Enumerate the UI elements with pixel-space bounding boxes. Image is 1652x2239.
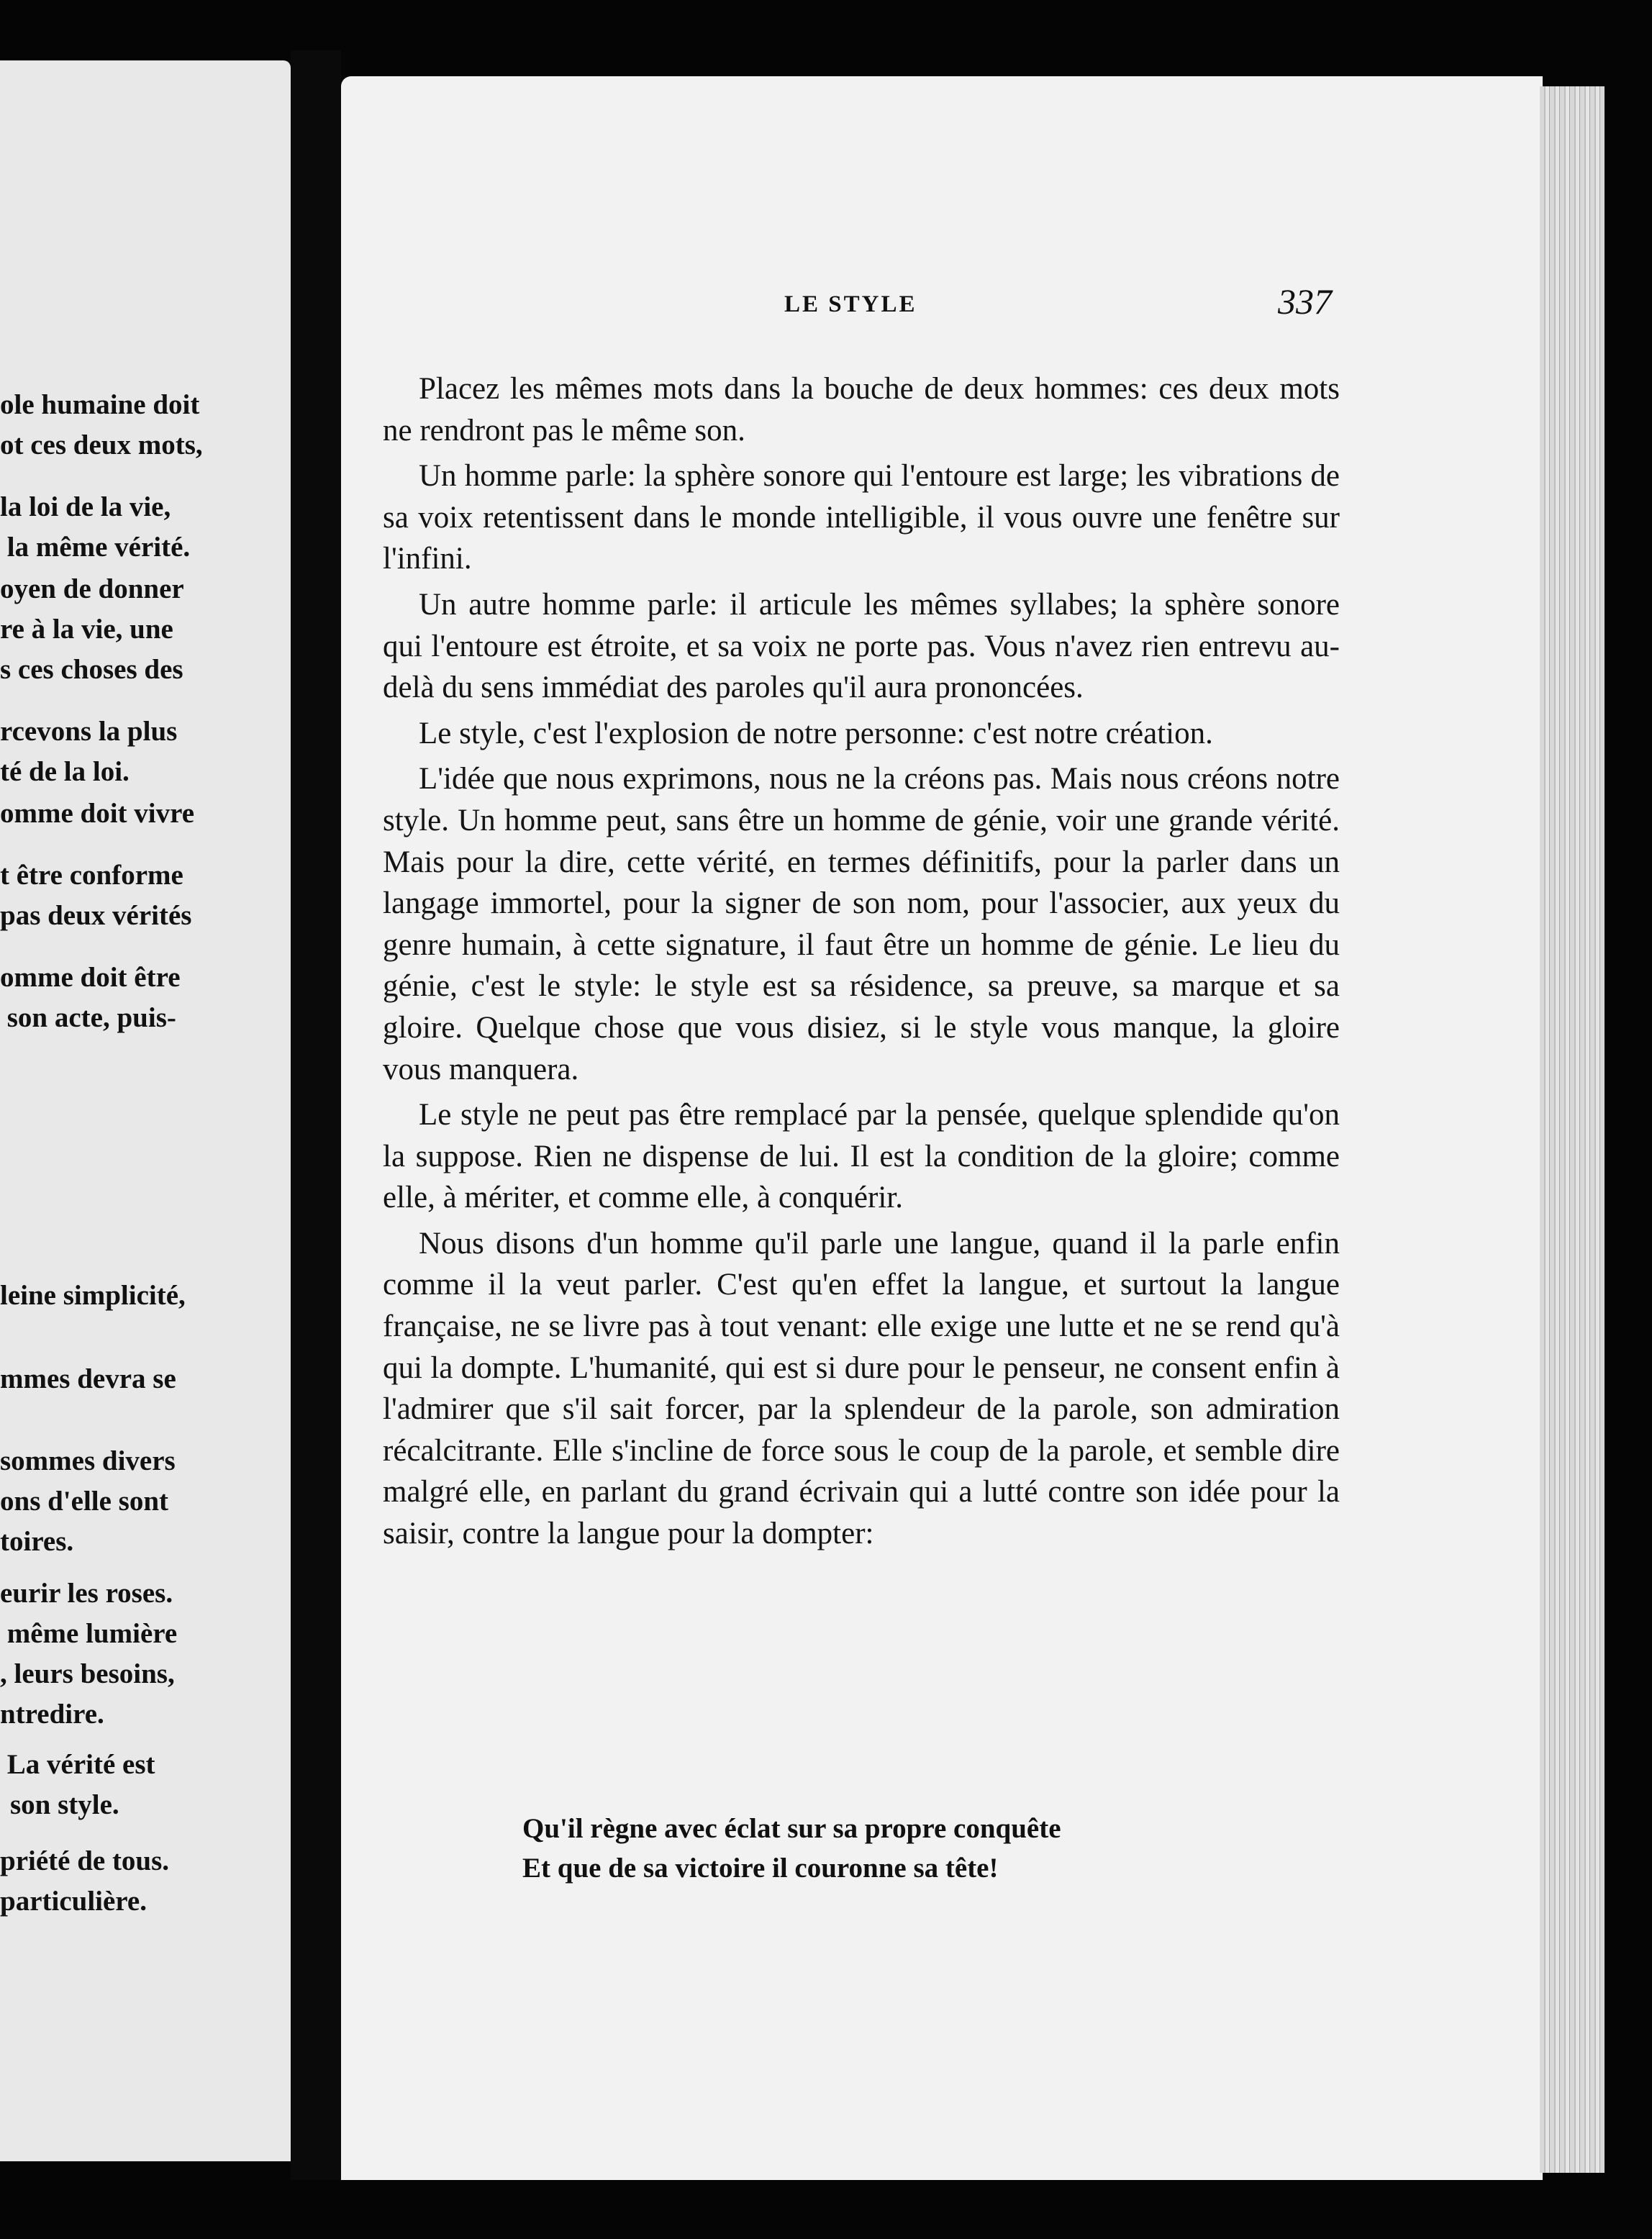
left-line: re à la vie, une	[0, 614, 173, 645]
left-line: priété de tous.	[0, 1845, 170, 1876]
paragraph: L'idée que nous exprimons, nous ne la créons pas. Mais nous créons notre style. Un homme peut, sans être un homme de génie, voir une grande vérité. Mais pour la dire, cette vérité, en termes définitifs, pour la parler dans un langage immortel, pour la signer de son nom, pour l'associer, aux yeux du genre humain, à cette signature, il faut être un homme de génie. Le lieu du génie, c'est le style: le style est sa résidence, sa preuve, sa marque et sa gloire. Quelque chose que vous disiez, si le style vous manque, la gloire vous manquera.	[383, 762, 1340, 1086]
verse-line: Qu'il règne avec éclat sur sa propre conquête	[522, 1813, 1061, 1844]
left-line: particulière.	[0, 1886, 147, 1917]
paragraph: Placez les mêmes mots dans la bouche de deux hommes: ces deux mots ne rendront pas le même son.	[383, 372, 1340, 448]
left-line: , leurs besoins,	[0, 1658, 175, 1689]
left-line: rcevons la plus	[0, 716, 178, 747]
left-line: ntredire.	[0, 1699, 104, 1730]
left-line: t être conforme	[0, 860, 183, 891]
paragraph: Un homme parle: la sphère sonore qui l'entoure est large; les vibrations de sa voix retentissent dans le monde intelligible, il vous ouvre une fenêtre sur l'infini.	[383, 459, 1340, 576]
left-line: son style.	[10, 1789, 119, 1820]
left-line: même lumière	[0, 1618, 178, 1649]
paragraph: Le style, c'est l'explosion de notre personne: c'est notre création.	[419, 716, 1213, 750]
left-line: omme doit être	[0, 962, 181, 993]
left-line: eurir les roses.	[0, 1578, 173, 1609]
left-line: ot ces deux mots,	[0, 430, 203, 460]
left-line: la loi de la vie,	[0, 491, 171, 522]
left-line: son acte, puis-	[0, 1002, 176, 1033]
left-line: ons d'elle sont	[0, 1486, 169, 1517]
left-line: oyen de donner	[0, 573, 184, 604]
left-line: mmes devra se	[0, 1363, 176, 1394]
left-line: ole humaine doit	[0, 389, 200, 420]
left-line: omme doit vivre	[0, 798, 195, 829]
paragraph: Le style ne peut pas être remplacé par la pensée, quelque splendide qu'on la suppose. Rien ne dispense de lui. Il est la condition de la gloire; comme elle, à mériter, et comme elle, à conquérir.	[383, 1098, 1340, 1215]
verse-quotation	[522, 1809, 1386, 1888]
left-line: La vérité est	[0, 1749, 155, 1780]
left-line: s ces choses des	[0, 654, 183, 685]
body-text	[383, 368, 1340, 1559]
left-line: té de la loi.	[0, 756, 130, 787]
left-line: pas deux vérités	[0, 900, 192, 931]
page-number: 337	[1278, 281, 1332, 322]
left-line: sommes divers	[0, 1445, 176, 1476]
paragraph: Nous disons d'un homme qu'il parle une langue, quand il la parle enfin comme il la veut parler. C'est qu'en effet la langue, et surtout la langue française, ne se livre pas à tout venant: elle exige une lutte et ne se rend qu'à qui la dompte. L'humanité, qui est si dure pour le penseur, ne consent enfin à l'admirer que s'il sait forcer, par la splendeur de la parole, son admiration récalcitrante. Elle s'incline de force sous le coup de la parole, et semble dire malgré elle, en parlant du grand écrivain qui a lutté contre son idée pour la saisir, contre la langue pour la dompter:	[383, 1226, 1340, 1551]
page-edges	[1540, 86, 1605, 2173]
left-line: la même vérité.	[0, 532, 191, 563]
left-facing-page	[0, 60, 291, 2161]
paragraph: Un autre homme parle: il articule les mêmes syllabes; la sphère sonore qui l'entoure est étroite, et sa voix ne porte pas. Vous n'avez rien entrevu au-delà du sens immédiat des paroles qu'il aura prononcées.	[383, 587, 1340, 705]
left-line: toires.	[0, 1526, 74, 1557]
left-page-text	[0, 60, 291, 2161]
running-head: LE STYLE	[784, 291, 917, 317]
book-gutter	[291, 50, 341, 2180]
left-line: leine simplicité,	[0, 1280, 186, 1311]
verse-line: Et que de sa victoire il couronne sa tête!	[522, 1853, 999, 1884]
